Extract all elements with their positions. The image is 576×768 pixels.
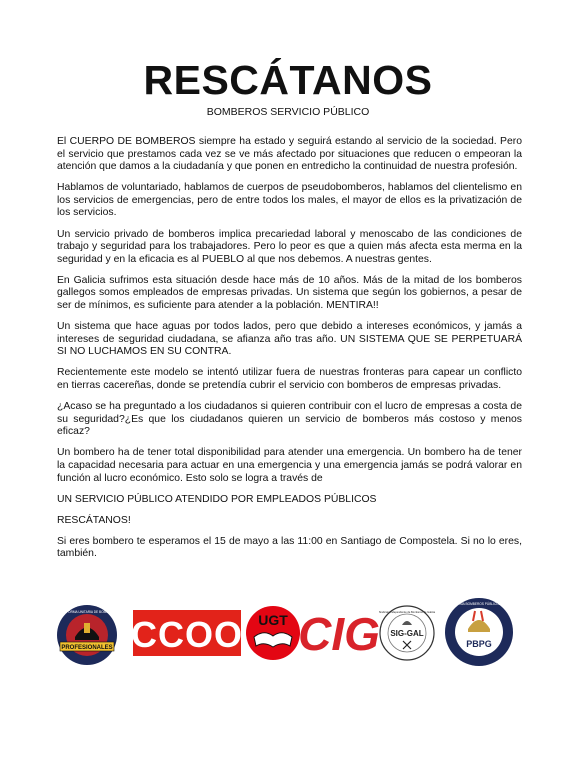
ugt-text: UGT [258,612,288,628]
paragraph-2: Hablamos de voluntariado, hablamos de cuerpos de pseudobomberos, hablamos del clientelismo en los servicios de emergencias, pero de entre todos los males, el mayor de ellos es la privatización de los servicios. [57,182,522,219]
paragraph-4: En Galicia sufrimos esta situación desde hace más de 10 años. Más de la mitad de los bomberos gallegos somos empleados de empresas privadas. Un sistema que según los gobiernos, a pesar de ser de mínimos, es suficiente para atender a la población. MENTIRA!! [57,274,522,312]
pbpg-text: PBPG [466,639,492,649]
ugt-logo [244,605,302,661]
logo-row [52,597,524,667]
ccoo-text: CCOO [131,614,243,655]
paragraph-7: ¿Acaso se ha preguntado a los ciudadanos si quieren contribuir con el lucro de empresas a costa de su seguridad?¿Es que los ciudadanos quieren un servicio de bomberos más costoso y menos eficaz? [57,401,522,438]
sig-gal-logo [378,603,436,663]
helmet-badge-icon [84,623,90,633]
plataforma-bomberos-logo [56,604,118,666]
plataforma-banner-text: PROFESIONALES [61,645,113,651]
paragraph-10: RESCÁTANOS! [57,514,131,526]
cig-text: CIG [298,608,380,660]
paragraph-6: Recientemente este modelo se intentó utilizar fuera de nuestras fronteras para capear un conflicto en tierras cacereñas, donde se pretendía cubrir el servicio con bomberos de empresas privadas. [57,367,522,391]
pbpg-ring-text: PLATAFORMA BOMBEROS PÚBLICOS GALICIA [443,602,515,606]
paragraph-11: Si eres bombero te esperamos el 15 de mayo a las 11:00 en Santiago de Compostela. Si no lo eres, también. [57,535,522,560]
cig-logo [298,608,380,660]
paragraph-5: Un sistema que hace aguas por todos lados, pero que debido a intereses económicos, y jamás a intereses de seguridad ciudadana, se afianza año tras año. UN SISTEMA QUE SE PERPETUARÁ SI NO LUCHAMOS EN SU CONTRA. [57,321,522,358]
sig-ring-text: Sindicato Independiente de Bomberos de Galicia [378,611,436,614]
paragraph-9: UN SERVICIO PÚBLICO ATENDIDO POR EMPLEADOS PÚBLICOS [57,493,377,505]
sig-text: SIG-GAL [390,629,424,638]
pbpg-logo [444,597,514,667]
document-subtitle: BOMBEROS SERVICIO PÚBLICO [206,106,370,118]
document-title: RESCÁTANOS [143,57,433,103]
paragraph-8: Un bombero ha de tener total disponibilidad para atender una emergencia. Un bombero ha de tener la capacidad necesaria para actuar en una emergencia y una emergencia jamás se podrá valorar en función al lucro económico. Esto solo se logra a través de [57,447,522,484]
plataforma-ring-text: PLATAFORMA UNITARIA DE BOMBEROS [56,610,118,614]
paragraph-1: El CUERPO DE BOMBEROS siempre ha estado y seguirá estando al servicio de la sociedad. Pero el servicio que prestamos cada vez se ve más afectado por situaciones que reducen o empeoran la atención que damos a la ciudadanía y que ponen en entredicho la continuidad de nuestra profesión. [57,136,522,173]
document-body [57,136,522,570]
paragraph-3: Un servicio privado de bomberos implica precariedad laboral y menoscabo de las condiciones de trabajo y seguridad para los trabajadores. Pero lo peor es que a quien más afecta esta merma en la seguridad y en la eficacia es al PUEBLO al que nos debemos. A nuestras gentes. [57,228,522,265]
ccoo-logo [133,610,241,656]
